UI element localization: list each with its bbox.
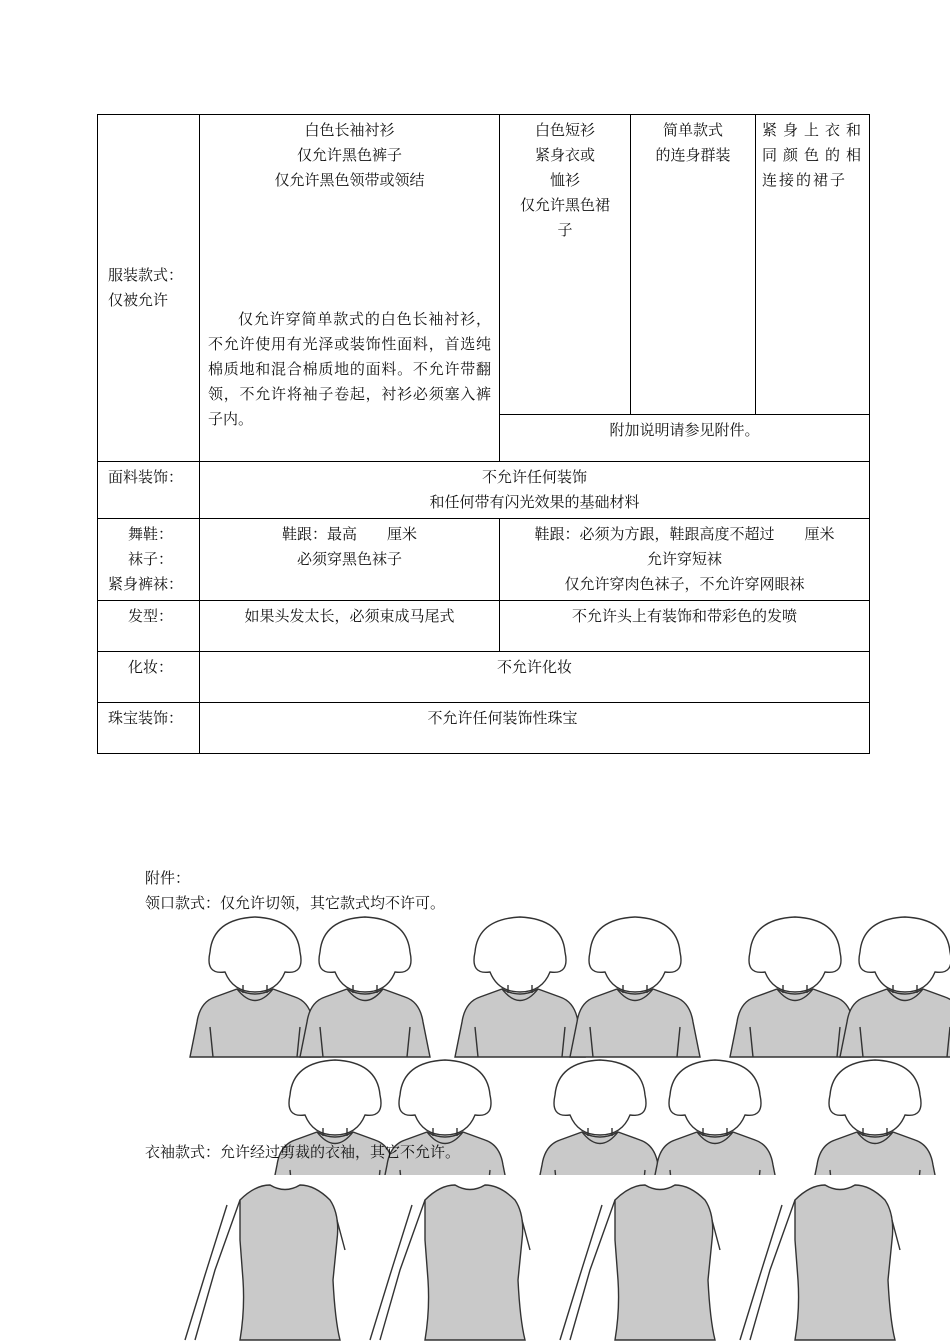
shoes-girls-cell — [500, 519, 870, 601]
fabric-line-2: 和任何带有闪光效果的基础材料 — [429, 493, 640, 511]
neckline-figures — [0, 915, 950, 1175]
shoes-label: 舞鞋： — [127, 525, 173, 543]
neckline-caption: 领口款式：仅允许切领，其它款式均不许可。 — [145, 894, 446, 912]
jewelry-label: 珠宝装饰： — [98, 703, 200, 754]
girls-blouse: 白色短衫 — [534, 121, 595, 139]
fabric-line-1: 不允许任何装饰 — [481, 468, 587, 486]
boys-heel: 鞋跟：最高 厘米 — [281, 525, 417, 543]
girls-leotard: 紧身衣或 — [534, 146, 595, 164]
girls-tshirt: 恤衫 — [549, 171, 580, 189]
hair-boys: 如果头发太长，必须束成马尾式 — [200, 601, 500, 652]
dress-code-table — [97, 114, 870, 754]
neckline-figure-icon — [190, 917, 950, 1175]
clothing-label: 服装款式： — [108, 266, 184, 284]
girls-note: 附加说明请参见附件。 — [609, 421, 760, 439]
clothing-label-sub: 仅被允许 — [108, 291, 169, 309]
girls-note-cell — [500, 415, 870, 462]
shoes-boys-cell — [200, 519, 500, 601]
boys-shirt-description: 仅允许穿简单款式的白色长袖衬衫，不允许使用有光泽或装饰性面料，首选纯棉质地和混合棉质地的面料。不允许带翻领，不允许将袖子卷起，衬衫必须塞入裤子内。 — [208, 310, 491, 428]
girls-tights: 仅允许穿肉色袜子，不允许穿网眼袜 — [564, 575, 805, 593]
fabric-label: 面料装饰： — [98, 462, 200, 519]
boys-trousers: 仅允许黑色裤子 — [296, 146, 402, 164]
tights-label: 紧身裤袜： — [108, 575, 184, 593]
girls-dress: 的连身群装 — [655, 146, 731, 164]
girls-short-socks: 允许穿短袜 — [646, 550, 722, 568]
boys-tie: 仅允许黑色领带或领结 — [274, 171, 425, 189]
boys-socks: 必须穿黑色袜子 — [296, 550, 402, 568]
girls-skirt: 仅允许黑色裙 — [519, 196, 610, 214]
girls-dress-style: 简单款式 — [662, 121, 723, 139]
hair-label: 发型： — [98, 601, 200, 652]
shoes-label-cell — [98, 519, 200, 601]
attachment-title: 附件： — [145, 869, 191, 887]
clothing-boys-cell — [200, 115, 500, 462]
makeup-value: 不允许化妆 — [200, 652, 870, 703]
girls-dress-cell — [631, 115, 756, 415]
sleeve-figure-icon — [185, 1185, 900, 1340]
sleeve-caption: 衣袖款式：允许经过剪裁的衣袖，其它不允许。 — [145, 1143, 461, 1161]
girls-top-skirt-cell — [756, 115, 870, 415]
jewelry-value: 不允许任何装饰性珠宝 — [200, 703, 870, 754]
girls-heel: 鞋跟：必须为方跟，鞋跟高度不超过 厘米 — [534, 525, 835, 543]
socks-label: 袜子： — [127, 550, 173, 568]
fabric-cell — [200, 462, 870, 519]
girls-top-skirt: 紧身上衣和同颜色的相连接的裙子 — [762, 121, 863, 189]
sleeve-figures — [0, 1175, 950, 1344]
hair-girls: 不允许头上有装饰和带彩色的发喷 — [500, 601, 870, 652]
girls-skirt-end: 子 — [557, 221, 573, 239]
boys-shirt: 白色长袖衬衫 — [304, 121, 395, 139]
makeup-label: 化妆： — [98, 652, 200, 703]
girls-blouse-cell — [500, 115, 631, 415]
clothing-label-cell — [98, 115, 200, 462]
